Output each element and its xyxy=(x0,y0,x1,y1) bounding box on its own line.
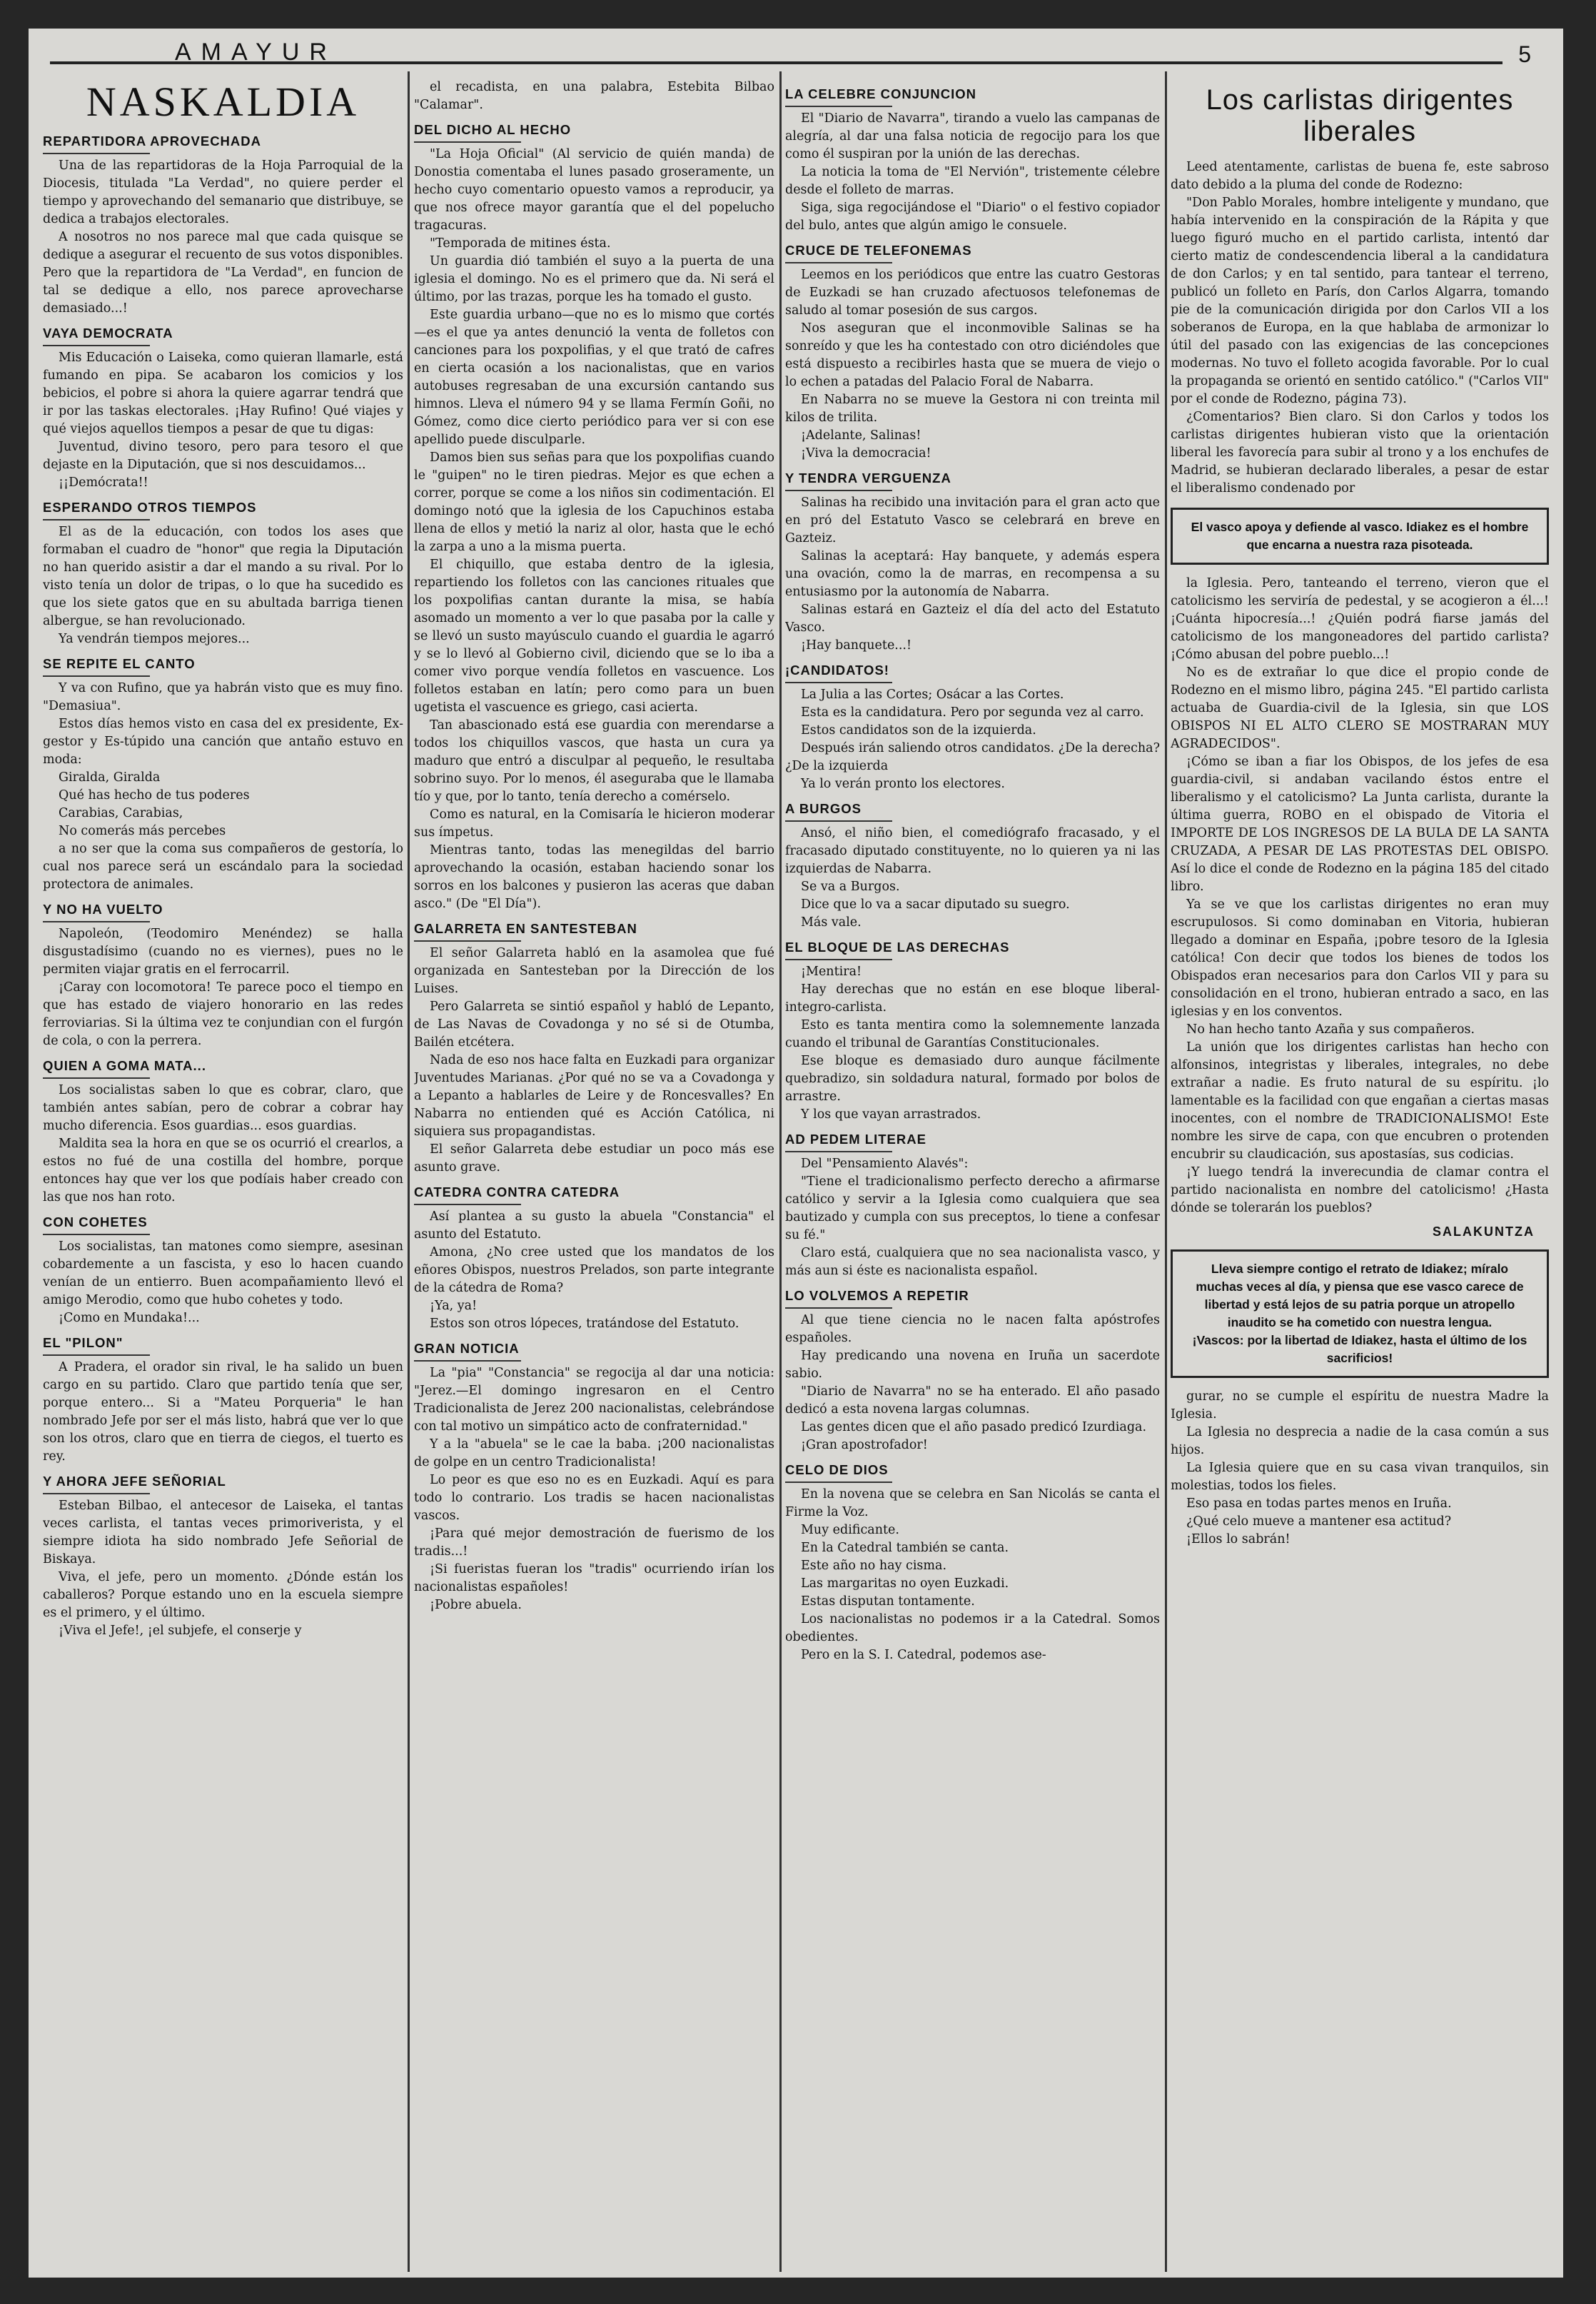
paragraph: "Temporada de mitines ésta. xyxy=(430,236,611,251)
column-divider xyxy=(779,71,782,2272)
paragraph: La Julia a las Cortes; Osácar a las Cortes. xyxy=(801,688,1064,702)
paragraph: Más vale. xyxy=(801,915,862,930)
paragraph: Y los que vayan arrastrados. xyxy=(801,1107,981,1122)
paragraph: ¡Y luego tendrá la inverecundia de clamar contra el partido nacionalista en nombre del catolicismo! ¿Hasta dónde se tolerarán los pueblos? xyxy=(1171,1165,1549,1215)
paragraph: ¡Ellos lo sabrán! xyxy=(1186,1532,1291,1546)
paragraph: Una de las repartidoras de la Hoja Parroquial de la Diocesis, titulada "La Verdad", no quiere perder el tiempo y aprovechando del semanario que distribuye, se dedica a trabajos electorales. xyxy=(43,159,403,226)
newspaper-name: AMAYUR xyxy=(175,39,337,66)
section-heading: EL BLOQUE DE LAS DERECHAS xyxy=(785,939,1160,960)
section-heading: A BURGOS xyxy=(785,800,1160,822)
paragraph: Salinas ha recibido una invitación para el gran acto que en pró del Estatuto Vasco se celebrará en breve en Gazteiz. xyxy=(785,495,1160,545)
paragraph: Salinas la aceptará: Hay banquete, y además espera una ovación, como la de marras, en recompensa a su entusiasmo por la autonomía de Nabarra. xyxy=(785,549,1160,599)
paragraph: A nosotros no nos parece mal que cada quisque se dedique a asegurar el recuento de sus votos disponibles. Pero que la repartidora de "La Verdad", en funcion de tal se dedique a ello, nos parece aprovecharse demasiado...! xyxy=(43,230,403,316)
paragraph: Dice que lo va a sacar diputado su suegro. xyxy=(801,897,1070,912)
paragraph: Hay predicando una novena en Iruña un sacerdote sabio. xyxy=(785,1349,1160,1381)
paragraph: Tan abascionado está ese guardia con merendarse a todos los chiquillos vascos, que hasta un cura ya maduro que entró a disculpar al pequeño, le resultaba sobrino suyo. Por lo menos, él aseguraba que le llamaba tío y que, por lo tanto, tenía derecho a comérselo. xyxy=(414,718,774,804)
paragraph: Estos candidatos son de la izquierda. xyxy=(801,723,1036,738)
section-heading: REPARTIDORA APROVECHADA xyxy=(43,133,403,154)
paragraph: Carabias, Carabias, xyxy=(59,806,183,820)
section-heading: EL "PILON" xyxy=(43,1334,403,1356)
paragraph: ¡Como en Mundaka!... xyxy=(59,1311,200,1325)
paragraph: "La Hoja Oficial" (Al servicio de quién manda) de Donostia comentaba el lunes pasado groseramente, un hecho cuyo comentario opuesto vamos a reproducir, ya que nos ofrece mayor garantía que el del popelucho tragacuras. xyxy=(414,147,774,233)
paragraph: Nos aseguran que el inconmovible Salinas se ha sonreído y que les ha contestado con otro diciéndoles que está dispuesto a recibirles hasta que se muera de viejo o lo echen a patadas del Palacio Foral de Nabarra. xyxy=(785,321,1160,389)
paragraph: Ya se ve que los carlistas dirigentes no eran muy escrupulosos. Si como dominaban en Vitoria, hubieran llegado a dominar en España, ¡pobre tesoro de la Iglesia católica! Con decir que todos los bienes de todos los Obispados eran necesarios para don Carlos VII y para su consolidación en el trono, hubieran entrado a saco, en las iglesias y en los conventos. xyxy=(1171,897,1549,1019)
section-heading: ESPERANDO OTROS TIEMPOS xyxy=(43,499,403,520)
paragraph: Ese bloque es demasiado duro aunque fácilmente quebradizo, sin soldadura natural, formado por bolos de arrastre. xyxy=(785,1054,1160,1104)
section-heading: SE REPITE EL CANTO xyxy=(43,655,403,677)
paragraph: "Don Pablo Morales, hombre inteligente y mundano, que había intervenido en la conspiración de la Rápita y que luego figuró mucho en el partido carlista, intentó dar cierto matiz de condescendencia liberal a la candidatura de don Carlos; y en tal sentido, para tantear el terreno, publicó un folleto en París, don Carlos Algarra, tomando pie de la comunicación dirigida por don Carlos VII a los soberanos de Europa, en la que hablaba de armonizar lo útil del pasado con las exigencias de las concepciones modernas. No tuvo el folleto acogida favorable. Por lo cual la propaganda se orientó en sentido católico." ("Carlos VII" por el conde de Rodezno, página 73). xyxy=(1171,196,1549,406)
paragraph: El señor Galarreta habló en la asamolea que fué organizada en Santesteban por la Dirección de los Luises. xyxy=(414,946,774,996)
paragraph: Estas disputan tontamente. xyxy=(801,1594,975,1609)
paragraph: Este año no hay cisma. xyxy=(801,1559,947,1573)
section-heading: Y AHORA JEFE SEÑORIAL xyxy=(43,1473,403,1494)
paragraph: Napoleón, (Teodomiro Menéndez) se halla disgustadísimo (cuando no es viernes), pues no le permiten viajar gratis en el ferrocarril. xyxy=(43,927,403,977)
paragraph: El as de la educación, con todos los ases que formaban el cuadro de "honor" que regia la Diputación no han querido asistir a dar el mando a su rival. Por lo visto tenía un dolor de tripas, o lo que ha sucedido es que los siete gatos que en su abultada barriga tienen albergue, se han revolucionado. xyxy=(43,525,403,628)
paragraph: "Tiene el tradicionalismo perfecto derecho a afirmarse católico y servir a la Iglesia como cualquiera que sea bautizado y cumpla con sus preceptos, lo tiene a confesar su fé." xyxy=(785,1174,1160,1242)
paragraph: Claro está, cualquiera que no sea nacionalista vasco, y más aun si éste es nacionalista español. xyxy=(785,1246,1160,1278)
paragraph: Qué has hecho de tus poderes xyxy=(59,788,250,803)
paragraph: Esteban Bilbao, el antecesor de Laiseka, el tantas veces carlista, el tantas veces primoriverista, y el siempre idiota ha sido nombrado Jefe Señorial de Biskaya. xyxy=(43,1499,403,1566)
paragraph: Y va con Rufino, que ya habrán visto que es muy fino. "Demasiua". xyxy=(43,681,403,713)
paragraph: Los nacionalistas no podemos ir a la Catedral. Somos obedientes. xyxy=(785,1612,1160,1644)
paragraph: ¿Qué celo mueve a mantener esa actitud? xyxy=(1186,1514,1452,1529)
paragraph: Maldita sea la hora en que se os ocurrió el crearlos, a estos no fué de una costilla del hombre, porque entonces hay que ver los que podíais haber creado con las que nos han roto. xyxy=(43,1137,403,1204)
paragraph: ¡Mentira! xyxy=(801,965,862,979)
section-heading: Y NO HA VUELTO xyxy=(43,901,403,922)
paragraph: La unión que los dirigentes carlistas han hecho con alfonsinos, integristas y liberales, integrales, no debe extrañar a nadie. Es fruto natural de su espíritu. ¡lo lamentable es la facilidad con que engañan a ciertas masas inocentes, con el nombre de TRADICIONALISMO! Este nombre les sirve de capa, con que encubren o protenden encubrir su claudicación, sus apostasías, sus codicias. xyxy=(1171,1040,1549,1162)
paragraph: Así plantea a su gusto la abuela "Constancia" el asunto del Estatuto. xyxy=(414,1209,774,1242)
paragraph: Esto es tanta mentira como la solemnemente lanzada cuando el tribunal de Garantías Constitucionales. xyxy=(785,1018,1160,1050)
paragraph: Del "Pensamiento Alavés": xyxy=(801,1157,969,1171)
paragraph: Esta es la candidatura. Pero por segunda vez al carro. xyxy=(801,705,1144,720)
paragraph: A Pradera, el orador sin rival, le ha salido un buen cargo en su partido. Claro que partido tenía que ser, porque entero... Si a "Mateu Porqueria" le han nombrado Jefe por ser el más listo, habrá que ver lo que son los otros, claro que en tierra de ciegos, el tuerto es rey. xyxy=(43,1360,403,1464)
paragraph: Los socialistas, tan matones como siempre, asesinan cobardemente a un fascista, y eso lo hacen cuando venían de un entierro. Buen acompañamiento llevó el amigo Merodio, como que hubo cohetes y todo. xyxy=(43,1239,403,1307)
paragraph: Muy edificante. xyxy=(801,1523,899,1537)
paragraph: Estos son otros lópeces, tratándose del Estatuto. xyxy=(430,1317,739,1331)
paragraph: Ya lo verán pronto los electores. xyxy=(801,777,1005,791)
paragraph: el recadista, en una palabra, Estebita Bilbao "Calamar". xyxy=(414,80,774,112)
section-heading: Y TENDRA VERGUENZA xyxy=(785,470,1160,491)
paragraph: Al que tiene ciencia no le nacen falta apóstrofes españoles. xyxy=(785,1313,1160,1345)
section-heading: GALARRETA EN SANTESTEBAN xyxy=(414,920,774,942)
section-heading: LO VOLVEMOS A REPETIR xyxy=(785,1287,1160,1309)
paragraph: ¡Caray con locomotora! Te parece poco el tiempo en que has estado de viajero honorario en las redes ferroviarias. Si la última vez te conjundian con el furgón de cola, o con la perrera. xyxy=(43,980,403,1048)
paragraph: Ansó, el niño bien, el comediógrafo fracasado, y el fracasado diputado constituyente, no lo quieren ya ni las izquierdas de Nabarra. xyxy=(785,826,1160,876)
column-title: Los carlistas dirigentes liberales xyxy=(1206,84,1514,147)
section-heading: CATEDRA CONTRA CATEDRA xyxy=(414,1184,774,1205)
paragraph: Amona, ¿No cree usted que los mandatos de los eñores Obispos, nuestros Prelados, son parte integrante de la cátedra de Roma? xyxy=(414,1245,774,1295)
paragraph: La Iglesia quiere que en su casa vivan tranquilos, sin molestias, todos los fieles. xyxy=(1171,1461,1549,1493)
paragraph: No es de extrañar lo que dice el propio conde de Rodezno en el mismo libro, página 245. "El partido carlista actuaba de Guardia-civil de la Iglesia, sin que LOS OBISPOS NI EL ALTO CLERO SE MOSTRARAN MUY AGRADECIDOS". xyxy=(1171,665,1549,751)
paragraph: Mis Educación o Laiseka, como quieran llamarle, está fumando en pipa. Se acabaron los comicios y los bebicios, el pobre si ahora la quiere agarrar tendrá que ir por las taskas electorales. ¡Hay Rufino! Qué viajes y qué viejos aquellos tiempos a pesar de que tu digas: xyxy=(43,351,403,436)
boxed-notice xyxy=(1171,1249,1549,1378)
paragraph: Leed atentamente, carlistas de buena fe, este sabroso dato debido a la pluma del conde de Rodezno: xyxy=(1171,160,1549,192)
masthead xyxy=(50,34,1542,77)
paragraph: Eso pasa en todas partes menos en Iruña. xyxy=(1186,1496,1452,1511)
paragraph: No han hecho tanto Azaña y sus compañeros. xyxy=(1186,1022,1475,1037)
paragraph: a no ser que la coma sus compañeros de gestoría, lo cual nos parece será un escándalo para la sociedad protectora de animales. xyxy=(43,842,403,892)
paragraph: ¡Si fueristas fueran los "tradis" ocurriendo irían los nacionalistas españoles! xyxy=(414,1562,774,1594)
paragraph: Estos días hemos visto en casa del ex presidente, Ex-gestor y Es-túpido una canción que antaño estuvo en moda: xyxy=(43,717,403,767)
paragraph: En la Catedral también se canta. xyxy=(801,1541,1009,1555)
section-heading: CELO DE DIOS xyxy=(785,1462,1160,1483)
paragraph: ¡Pobre abuela. xyxy=(430,1598,522,1612)
paragraph: Como es natural, en la Comisaría le hicieron moderar sus ímpetus. xyxy=(414,808,774,840)
paragraph: No comerás más percebes xyxy=(59,824,226,838)
column-divider xyxy=(1165,71,1167,2272)
paragraph: Ya vendrán tiempos mejores... xyxy=(59,632,250,646)
column-1 xyxy=(43,79,403,1640)
paragraph: ¡Viva el Jefe!, ¡el subjefe, el conserje y xyxy=(59,1624,302,1638)
paragraph: Leemos en los periódicos que entre las cuatro Gestoras de Euzkadi se han cruzado afectuosos telefonemas de saludo al tomar posesión de sus cargos. xyxy=(785,268,1160,318)
paragraph: ¡Vascos: por la libertad de Idiakez, hasta el último de los sacrificios! xyxy=(1192,1333,1527,1365)
paragraph: ¡Ya, ya! xyxy=(430,1299,478,1313)
paragraph: Este guardia urbano—que no es lo mismo que cortés—es el que ya antes denunció la venta de folletos con canciones para los poxpolifias, y el que trató de cafres en cierta ocasión a los nacionalistas, que en varios autobuses regresaban de una excursión cantando sus himnos. Lleva el número 94 y se llama Fermín Goñi, no Gómez, como dice cierto periódico para ver si con ese apellido puede disculparle. xyxy=(414,308,774,447)
newspaper-page xyxy=(29,29,1563,2278)
paragraph: ¡¡Demócrata!! xyxy=(59,476,148,490)
paragraph: la Iglesia. Pero, tanteando el terreno, vieron que el catolicismo les serviría de pedestal, y se acogieron a él...! ¡Cuánta hipocresía...! ¿Quién podrá fiarse jamás del catolicismo de los mangoneadores del partido carlista? ¡Cómo abusan del pobre pueblo...! xyxy=(1171,576,1549,662)
paragraph: Los socialistas saben lo que es cobrar, claro, que también antes sabían, pero de cobrar a cobrar hay mucho diferencia. Esos guardias... esos guardias. xyxy=(43,1083,403,1133)
section-heading: AD PEDEM LITERAE xyxy=(785,1131,1160,1152)
paragraph: ¡Para qué mejor demostración de fuerismo de los tradis...! xyxy=(414,1526,774,1559)
paragraph: El "Diario de Navarra", tirando a vuelo las campanas de alegría, al dar una falsa noticia de regocijo para los que como él suspiran por la unión de las derechas. xyxy=(785,111,1160,161)
boxed-notice xyxy=(1171,508,1549,565)
paragraph: Giralda, Giralda xyxy=(59,770,161,785)
section-heading: DEL DICHO AL HECHO xyxy=(414,121,774,143)
paragraph: Mientras tanto, todas las menegildas del barrio aprovechando la ocasión, estaban haciendo sonar los sorros en los balcones y pusieron las aceras que daban asco." (De "El Día"). xyxy=(414,843,774,911)
section-heading: ¡CANDIDATOS! xyxy=(785,662,1160,683)
paragraph: gurar, no se cumple el espíritu de nuestra Madre la Iglesia. xyxy=(1171,1389,1549,1422)
paragraph: Damos bien sus señas para que los poxpolifias cuando le "guipen" no le tiren piedras. Mejor es que echen a correr, porque se come a los niños sin codimentación. El domingo notó que la iglesia de los Capuchinos estaba llena de ellos y metió la nariz al olor, hasta que le echó la zarpa a uno a la misma puerta. xyxy=(414,451,774,554)
paragraph: ¡Viva la democracia! xyxy=(801,446,931,461)
paragraph: Y a la "abuela" se le cae la baba. ¡200 nacionalistas de golpe en un centro Tradicionalista! xyxy=(414,1437,774,1469)
paragraph: Nada de eso nos hace falta en Euzkadi para organizar Juventudes Marianas. ¿Por qué no se va a Covadonga y a Lepanto a hablarles de Leire y de Roncesvalles? En Nabarra no entienden qué es Acción Católica, ni siquiera sus propagandistas. xyxy=(414,1053,774,1139)
column-4 xyxy=(1171,79,1549,1549)
paragraph: Pero en la S. I. Catedral, podemos ase- xyxy=(801,1648,1046,1662)
paragraph: En la novena que se celebra en San Nicolás se canta el Firme la Voz. xyxy=(785,1487,1160,1519)
section-heading: QUIEN A GOMA MATA... xyxy=(43,1057,403,1079)
paragraph: Viva, el jefe, pero un momento. ¿Dónde están los caballeros? Porque estando uno en la escuela siempre es el primero, y el último. xyxy=(43,1570,403,1620)
section-heading: GRAN NOTICIA xyxy=(414,1340,774,1362)
column-divider xyxy=(408,71,410,2272)
page-number: 5 xyxy=(1518,41,1531,67)
section-heading: CRUCE DE TELEFONEMAS xyxy=(785,242,1160,263)
paragraph: El vasco apoya y defiende al vasco. Idiakez es el hombre que encarna a nuestra raza pisoteada. xyxy=(1191,520,1529,552)
paragraph: ¡Adelante, Salinas! xyxy=(801,428,921,443)
paragraph: Se va a Burgos. xyxy=(801,880,900,894)
paragraph: Siga, siga regocijándose el "Diario" o el festivo copiador del bulo, antes que algún amigo le consuele. xyxy=(785,201,1160,233)
paragraph: La "pia" "Constancia" se regocija al dar una noticia: "Jerez.—El domingo ingresaron en el Centro Tradicionalista de Jerez 200 nacionalistas, celebrándose con tal motivo un simpático acto de confraternidad." xyxy=(414,1366,774,1434)
paragraph: "Diario de Navarra" no se ha enterado. El año pasado dedicó a esta novena largas columnas. xyxy=(785,1384,1160,1417)
paragraph: Salinas estará en Gazteiz el día del acto del Estatuto Vasco. xyxy=(785,603,1160,635)
column-title: NASKALDIA xyxy=(86,79,360,125)
paragraph: Pero Galarreta se sintió español y habló de Lepanto, de Las Navas de Covadonga y no sé si de Otumba, Bailén etcétera. xyxy=(414,1000,774,1050)
paragraph: ¡Cómo se iban a fiar los Obispos, de los jefes de esa guardia-civil, si andaban vacilando éstos entre el liberalismo y el catolicismo? La Junta carlista, durante la última guerra, ROBO en el obispado de Vitoria el IMPORTE DE LOS INGRESOS DE LA BULA DE LA SANTA CRUZADA, A PESAR DE LAS PROTESTAS DEL OBISPO. Así lo dice el conde de Rodezno en la página 185 del citado libro. xyxy=(1171,755,1549,894)
article-signature: SALAKUNTZA xyxy=(1433,1224,1535,1239)
column-3 xyxy=(785,79,1160,1664)
paragraph: ¿Comentarios? Bien claro. Si don Carlos y todos los carlistas dirigentes hubieran visto que la orientación liberal les favorecía para subir al trono y a los enchufes de Madrid, se hubieran declarado liberales, a pesar de estar el liberalismo condenado por xyxy=(1171,410,1549,495)
paragraph: Hay derechas que no están en ese bloque liberal-integro-carlista. xyxy=(785,982,1160,1015)
paragraph: Después irán saliendo otros candidatos. ¿De la derecha? ¿De la izquierda xyxy=(785,741,1160,773)
paragraph: Las gentes dicen que el año pasado predicó Izurdiaga. xyxy=(801,1420,1147,1434)
paragraph: En Nabarra no se mueve la Gestora ni con treinta mil kilos de trilita. xyxy=(785,393,1160,425)
masthead-rule xyxy=(50,61,1502,64)
paragraph: Las margaritas no oyen Euzkadi. xyxy=(801,1576,1009,1591)
paragraph: El señor Galarreta debe estudiar un poco más ese asunto grave. xyxy=(414,1142,774,1174)
section-heading: CON COHETES xyxy=(43,1214,403,1235)
section-heading: LA CELEBRE CONJUNCION xyxy=(785,86,1160,107)
column-2 xyxy=(414,79,774,1614)
section-heading: VAYA DEMOCRATA xyxy=(43,325,403,346)
paragraph: Lo peor es que eso no es en Euzkadi. Aquí es para todo lo contrario. Los tradis se hacen nacionalistas vascos. xyxy=(414,1473,774,1523)
paragraph: La Iglesia no desprecia a nadie de la casa común a sus hijos. xyxy=(1171,1425,1549,1457)
paragraph: La noticia la toma de "El Nervión", tristemente célebre desde el folleto de marras. xyxy=(785,165,1160,197)
paragraph: Un guardia dió también el suyo a la puerta de una iglesia el domingo. No es el primero que da. Ni será el último, por las trazas, porque les ha tomado el gusto. xyxy=(414,254,774,304)
paragraph: El chiquillo, que estaba dentro de la iglesia, repartiendo los folletos con las canciones rituales que los poxpolifias cantan durante la misa, se había asomado un momento a ver lo que pasaba por la calle y se llevó un susto mayúsculo cuando el guardia le agarró y se lo llevó al Gobierno civil, diciendo que se lo iba a comer vivo porque vendía folletos en vascuence. Los folletos estaban en latín; pero como para un buen ugetista el vascuence es griego, casi acierta. xyxy=(414,558,774,715)
paragraph: Lleva siempre contigo el retrato de Idiakez; míralo muchas veces al día, y piensa que ese vasco carece de libertad y está lejos de su patria porque un atropello inaudito se ha cometido con nuestra lengua. xyxy=(1196,1262,1524,1329)
paragraph: ¡Hay banquete...! xyxy=(801,638,912,653)
paragraph: Juventud, divino tesoro, pero para tesoro el que dejaste en la Diputación, que si nos descuidamos... xyxy=(43,440,403,472)
paragraph: ¡Gran apostrofador! xyxy=(801,1438,928,1452)
